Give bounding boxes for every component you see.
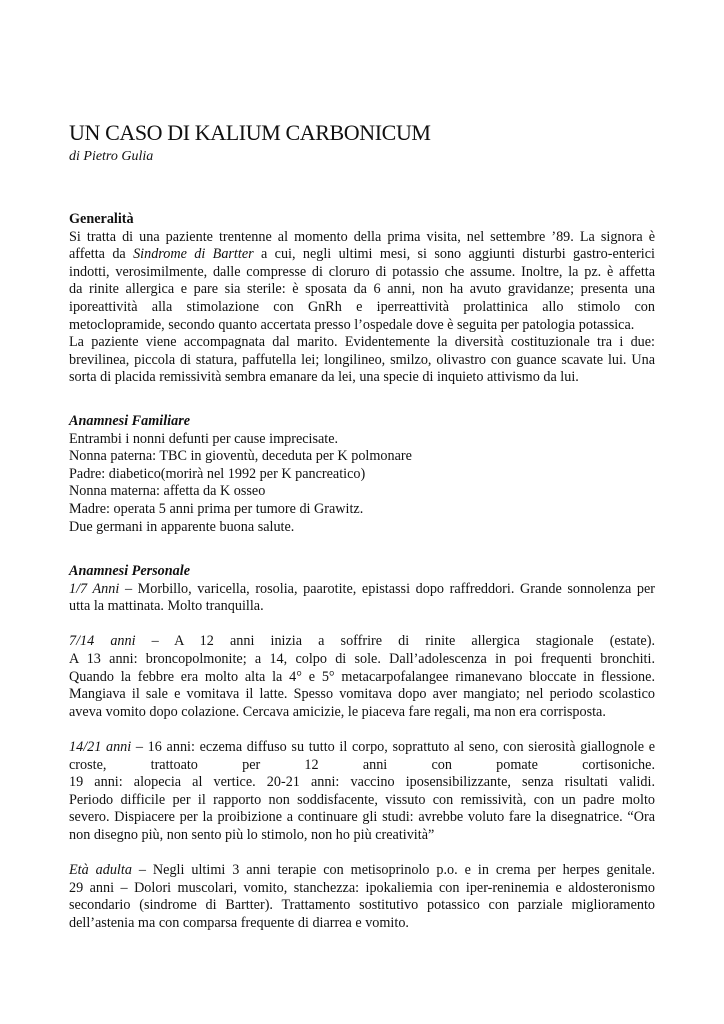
author-line: di Pietro Gulia xyxy=(69,149,154,164)
text-line: aveva vomito dopo colazione. Cercava amicizie, le piaceva fare regali, ma non era corrisposta. xyxy=(69,703,606,720)
text-line: severo. Dispiacere per la proibizione a continuare gli studi: avrebbe voluto fare la disegnatrice. “Ora xyxy=(69,809,655,826)
text-segment: affetta da xyxy=(69,246,134,263)
text-line: da rinite allergica e pare sia sterile: è sposata da 6 anni, non ha avuto gravidanze; presenta una xyxy=(69,281,655,298)
text-segment: – Negli ultimi 3 anni terapie con metisoprinolo p.o. e in crema per herpes genitale. xyxy=(131,862,655,879)
paragraph xyxy=(69,739,655,845)
text-line: Periodo difficile per il rapporto non soddisfacente, vissuto con remissività, con un padre molto xyxy=(69,791,655,808)
text-line: secondario (sindrome di Bartter). Trattamento sostitutivo potassico con parziale miglioramento xyxy=(69,897,655,914)
text-line: sorta di placida remissività sembra emanare da lei, una specie di inquieto attivismo da lui. xyxy=(69,369,579,386)
text-line xyxy=(69,581,655,599)
text-line: Nonna materna: affetta da K osseo xyxy=(69,483,266,500)
paragraph xyxy=(69,334,655,387)
italic-text: Sindrome di Bartter xyxy=(133,246,254,263)
text-segment: – Morbillo, varicella, rosolia, paarotite, epistassi dopo raffreddori. Grande sonnolenza per xyxy=(119,580,655,597)
text-line: Mangiava il sale e vomitava il latte. Spesso vomitava dopo aver mangiato; nel periodo scolastico xyxy=(69,686,655,703)
text-segment: – 16 anni: eczema diffuso su tutto il corpo, soprattuto al seno, con sierosità giallognole e xyxy=(131,738,655,755)
text-line: indotti, verosimilmente, dalle compresse di cloruro di potassio che assume. Inoltre, la pz. è affetta xyxy=(69,263,655,280)
italic-text: 1/7 Anni xyxy=(69,580,120,597)
text-line: Due germani in apparente buona salute. xyxy=(69,518,295,535)
italic-text: Età adulta xyxy=(69,862,132,879)
text-line: 29 anni – Dolori muscolari, vomito, stanchezza: ipokaliemia con iper-reninemia e aldosteronismo xyxy=(69,879,655,896)
text-line: A 13 anni: broncopolmonite; a 14, colpo di sole. Dall’adolescenza in poi frequenti bronchiti. xyxy=(69,650,655,667)
text-line: brevilinea, piccola di statura, paffutella lei; longilineo, smilzo, olivastro con guance scavate lui. Una xyxy=(69,351,655,368)
italic-text: 14/21 anni xyxy=(69,738,132,755)
text-line: metoclopramide, secondo quanto accertata presso l’ospedale dove è seguita per patologia potassica. xyxy=(69,316,635,333)
text-line: Quando la febbre era molto alta la 4° e 5° metacarpofalangee rimanevano bloccate in flessione. xyxy=(69,668,655,685)
section-heading: Anamnesi Familiare xyxy=(69,413,191,429)
paragraph xyxy=(69,633,655,721)
text-line: Padre: diabetico(morirà nel 1992 per K pancreatico) xyxy=(69,465,366,482)
text-line: Si tratta di una paziente trentenne al momento della prima visita, nel settembre ’89. La signora è xyxy=(69,228,655,245)
section-heading: Generalità xyxy=(69,211,134,227)
italic-text: 7/14 anni xyxy=(69,633,136,650)
text-line: La paziente viene accompagnata dal marito. Evidentemente la diversità costituzionale tra i due: xyxy=(69,334,655,351)
text-segment: – A 12 anni inizia a soffrire di rinite allergica stagionale (estate). xyxy=(135,633,655,650)
text-line: dell’astenia ma con comparsa frequente di diarrea e vomito. xyxy=(69,914,409,931)
text-line: Madre: operata 5 anni prima per tumore di Grawitz. xyxy=(69,500,364,517)
section-anamnesi-familiare xyxy=(69,413,655,536)
section-heading: Anamnesi Personale xyxy=(69,563,191,579)
text-line: 19 anni: alopecia al vertice. 20-21 anni: vaccino iposensibilizzante, senza risultati validi. xyxy=(69,774,655,791)
paragraph xyxy=(69,229,655,335)
paragraph xyxy=(69,581,655,616)
document-title: UN CASO DI KALIUM CARBONICUM xyxy=(69,120,431,145)
text-line: Entrambi i nonni defunti per cause imprecisate. xyxy=(69,430,339,447)
text-line: iporeattività alla stimolazione con GnRh e iperreattività prolattinica allo stimolo con xyxy=(69,298,655,315)
text-line: non disegno più, non sento più lo stimolo, non ho più creatività” xyxy=(69,826,435,843)
paragraph xyxy=(69,862,655,932)
title-block xyxy=(69,120,431,165)
text-line: utta la mattinata. Molto tranquilla. xyxy=(69,598,264,615)
section-anamnesi-personale xyxy=(69,563,655,932)
section-generalita xyxy=(69,211,655,387)
text-line: Nonna paterna: TBC in gioventù, deceduta per K polmonare xyxy=(69,448,412,465)
text-line xyxy=(69,633,655,651)
text-line xyxy=(69,739,655,757)
text-segment: a cui, negli ultimi mesi, si sono aggiunti disturbi gastro-enterici xyxy=(253,246,655,263)
text-line xyxy=(69,862,655,880)
text-line: croste, trattoato per 12 anni con pomate cortisoniche. xyxy=(69,756,655,773)
text-line xyxy=(69,246,655,264)
